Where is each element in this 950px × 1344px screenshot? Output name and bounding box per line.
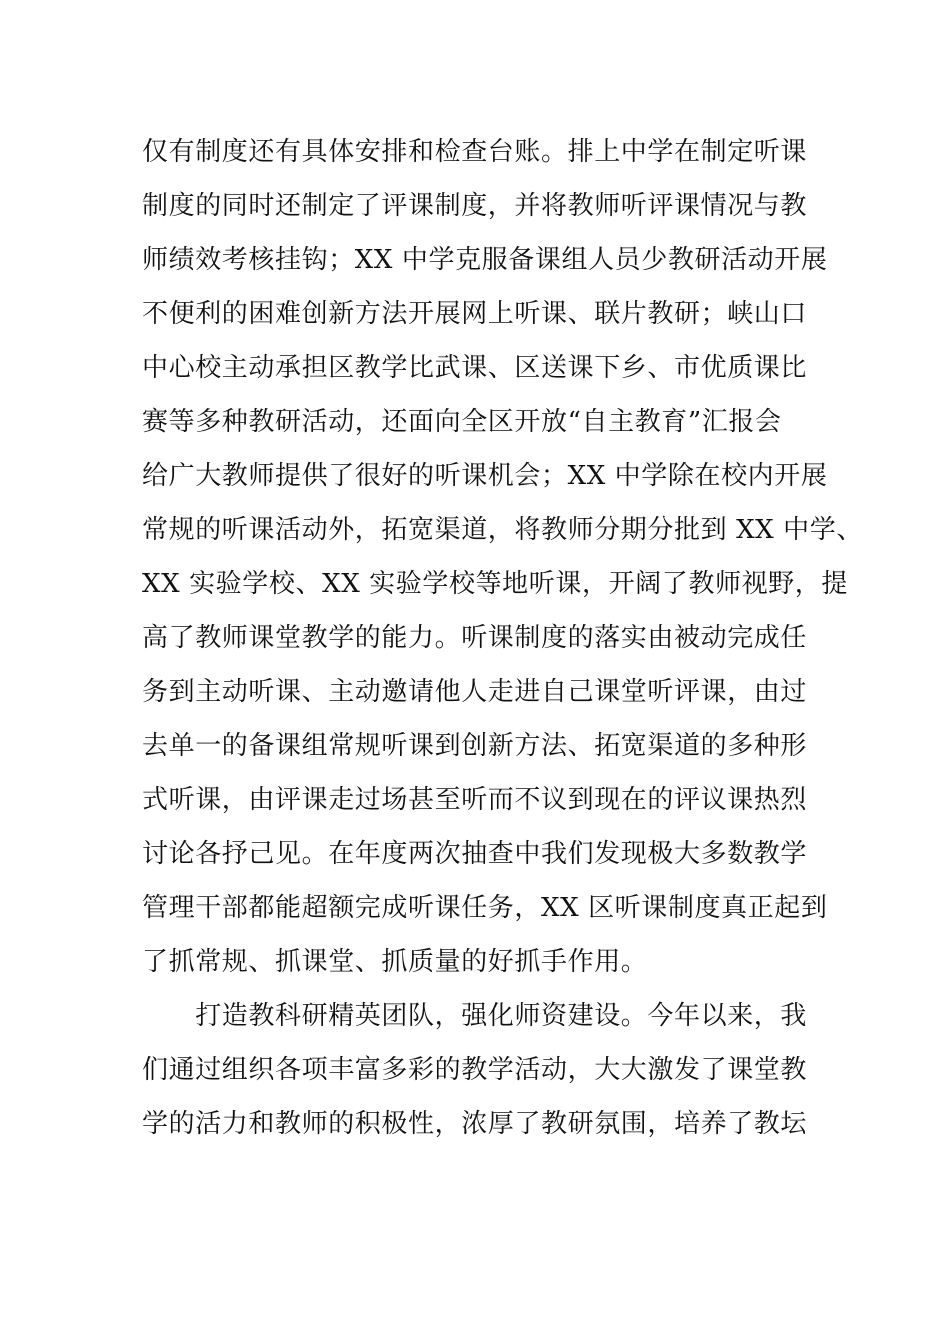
text-line: 高了教师课堂教学的能力。听课制度的落实由被动完成任 <box>142 623 808 653</box>
text-line: 式听课，由评课走过场甚至听而不议到现在的评议课热烈 <box>142 785 808 815</box>
text-line: 制度的同时还制定了评课制度，并将教师听评课情况与教 <box>142 191 808 221</box>
paragraph-1 <box>142 125 863 989</box>
text-line: XX 实验学校、XX 实验学校等地听课，开阔了教师视野，提 <box>142 569 848 599</box>
text-line: 学的活力和教师的积极性，浓厚了教研氛围，培养了教坛 <box>142 1109 808 1139</box>
document-body <box>142 125 863 1151</box>
text-line: 中心校主动承担区教学比武课、区送课下乡、市优质课比 <box>142 353 808 383</box>
paragraph-2 <box>142 989 842 1151</box>
text-line: 管理干部都能超额完成听课任务，XX 区听课制度真正起到 <box>142 893 828 923</box>
text-line: 讨论各抒己见。在年度两次抽查中我们发现极大多数教学 <box>142 839 808 869</box>
text-line: 仅有制度还有具体安排和检查台账。排上中学在制定听课 <box>142 137 808 167</box>
text-line: 了抓常规、抓课堂、抓质量的好抓手作用。 <box>142 947 648 977</box>
text-line: 赛等多种教研活动，还面向全区开放“自主教育”汇报会 <box>142 407 782 437</box>
text-line: 们通过组织各项丰富多彩的教学活动，大大激发了课堂教 <box>142 1055 808 1085</box>
text-line: 常规的听课活动外，拓宽渠道，将教师分期分批到 XX 中学、 <box>142 515 863 545</box>
text-line: 务到主动听课、主动邀请他人走进自己课堂听评课，由过 <box>142 677 808 707</box>
text-line: 不便利的困难创新方法开展网上听课、联片教研；峡山口 <box>142 299 808 329</box>
text-line: 给广大教师提供了很好的听课机会；XX 中学除在校内开展 <box>142 461 828 491</box>
text-line: 师绩效考核挂钩；XX 中学克服备课组人员少教研活动开展 <box>142 245 828 275</box>
text-line: 打造教科研精英团队，强化师资建设。今年以来，我 <box>142 1001 808 1031</box>
text-line: 去单一的备课组常规听课到创新方法、拓宽渠道的多种形 <box>142 731 808 761</box>
